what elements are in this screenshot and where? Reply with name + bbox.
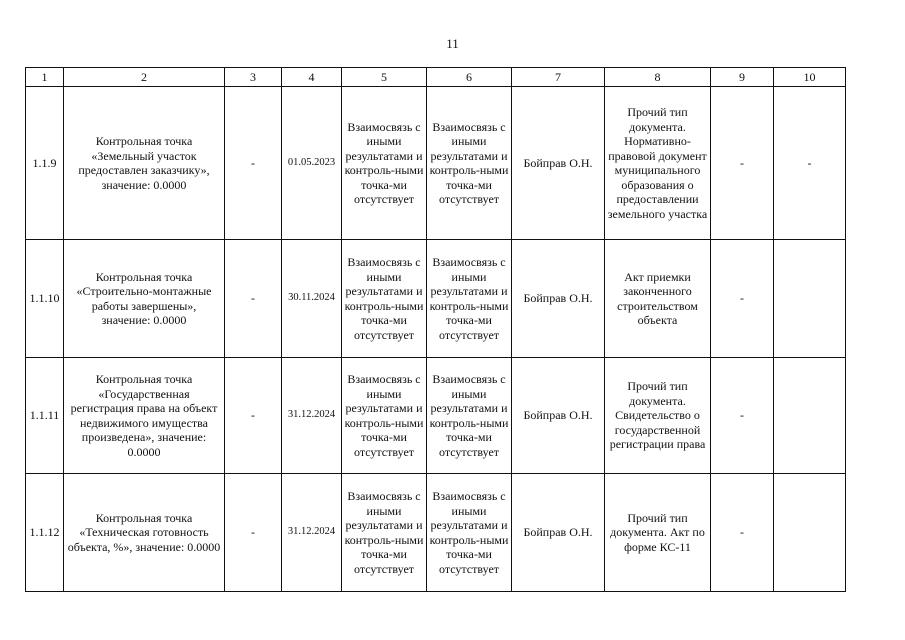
header-cell-7: 7 xyxy=(512,68,605,87)
header-cell-6: 6 xyxy=(427,68,512,87)
relation-col6: Взаимосвязь с иными результатами и контроль-ными точка-ми отсутствует xyxy=(427,474,512,592)
control-point-name: Контрольная точка «Строительно-монтажные работы завершены», значение: 0.0000 xyxy=(64,240,225,358)
table-row xyxy=(26,358,846,474)
header-cell-9: 9 xyxy=(711,68,774,87)
responsible-person: Бойправ О.Н. xyxy=(512,474,605,592)
relation-col5: Взаимосвязь с иными результатами и контроль-ными точка-ми отсутствует xyxy=(342,358,427,474)
due-date: 31.12.2024 xyxy=(282,474,342,592)
document-type: Прочий тип документа. Свидетельство о государственной регистрации права xyxy=(605,358,711,474)
responsible-person: Бойправ О.Н. xyxy=(512,358,605,474)
header-cell-10: 10 xyxy=(774,68,846,87)
cell-col10 xyxy=(774,358,846,474)
page-number: 11 xyxy=(446,36,459,51)
cell-col10 xyxy=(774,474,846,592)
control-point-name: Контрольная точка «Земельный участок предоставлен заказчику», значение: 0.0000 xyxy=(64,87,225,240)
header-cell-1: 1 xyxy=(26,68,64,87)
responsible-person: Бойправ О.Н. xyxy=(512,240,605,358)
control-point-name: Контрольная точка «Государственная регистрация права на объект недвижимого имущества произведена», значение: 0.0000 xyxy=(64,358,225,474)
document-type: Акт приемки законченного строительством объекта xyxy=(605,240,711,358)
cell-col9: - xyxy=(711,358,774,474)
header-cell-8: 8 xyxy=(605,68,711,87)
cell-col9: - xyxy=(711,240,774,358)
due-date: 31.12.2024 xyxy=(282,358,342,474)
responsible-person: Бойправ О.Н. xyxy=(512,87,605,240)
relation-col6: Взаимосвязь с иными результатами и контроль-ными точка-ми отсутствует xyxy=(427,240,512,358)
row-number: 1.1.9 xyxy=(26,87,64,240)
cell-col9: - xyxy=(711,474,774,592)
header-cell-3: 3 xyxy=(225,68,282,87)
relation-col5: Взаимосвязь с иными результатами и контроль-ными точка-ми отсутствует xyxy=(342,240,427,358)
header-cell-4: 4 xyxy=(282,68,342,87)
document-type: Прочий тип документа. Акт по форме КС-11 xyxy=(605,474,711,592)
table-row xyxy=(26,474,846,592)
cell-col10 xyxy=(774,240,846,358)
relation-col5: Взаимосвязь с иными результатами и контроль-ными точка-ми отсутствует xyxy=(342,474,427,592)
due-date: 30.11.2024 xyxy=(282,240,342,358)
cell-col3: - xyxy=(225,87,282,240)
header-cell-5: 5 xyxy=(342,68,427,87)
table-row xyxy=(26,87,846,240)
cell-col3: - xyxy=(225,358,282,474)
control-point-name: Контрольная точка «Техническая готовность объекта, %», значение: 0.0000 xyxy=(64,474,225,592)
header-row xyxy=(26,68,846,87)
due-date: 01.05.2023 xyxy=(282,87,342,240)
row-number: 1.1.11 xyxy=(26,358,64,474)
row-number: 1.1.12 xyxy=(26,474,64,592)
cell-col9: - xyxy=(711,87,774,240)
control-points-table xyxy=(25,67,846,592)
table-row xyxy=(26,240,846,358)
cell-col10: - xyxy=(774,87,846,240)
row-number: 1.1.10 xyxy=(26,240,64,358)
cell-col3: - xyxy=(225,474,282,592)
cell-col3: - xyxy=(225,240,282,358)
document-type: Прочий тип документа. Нормативно-правовой документ муниципального образования о предоставлении земельного участка xyxy=(605,87,711,240)
relation-col6: Взаимосвязь с иными результатами и контроль-ными точка-ми отсутствует xyxy=(427,87,512,240)
header-cell-2: 2 xyxy=(64,68,225,87)
relation-col5: Взаимосвязь с иными результатами и контроль-ными точка-ми отсутствует xyxy=(342,87,427,240)
relation-col6: Взаимосвязь с иными результатами и контроль-ными точка-ми отсутствует xyxy=(427,358,512,474)
